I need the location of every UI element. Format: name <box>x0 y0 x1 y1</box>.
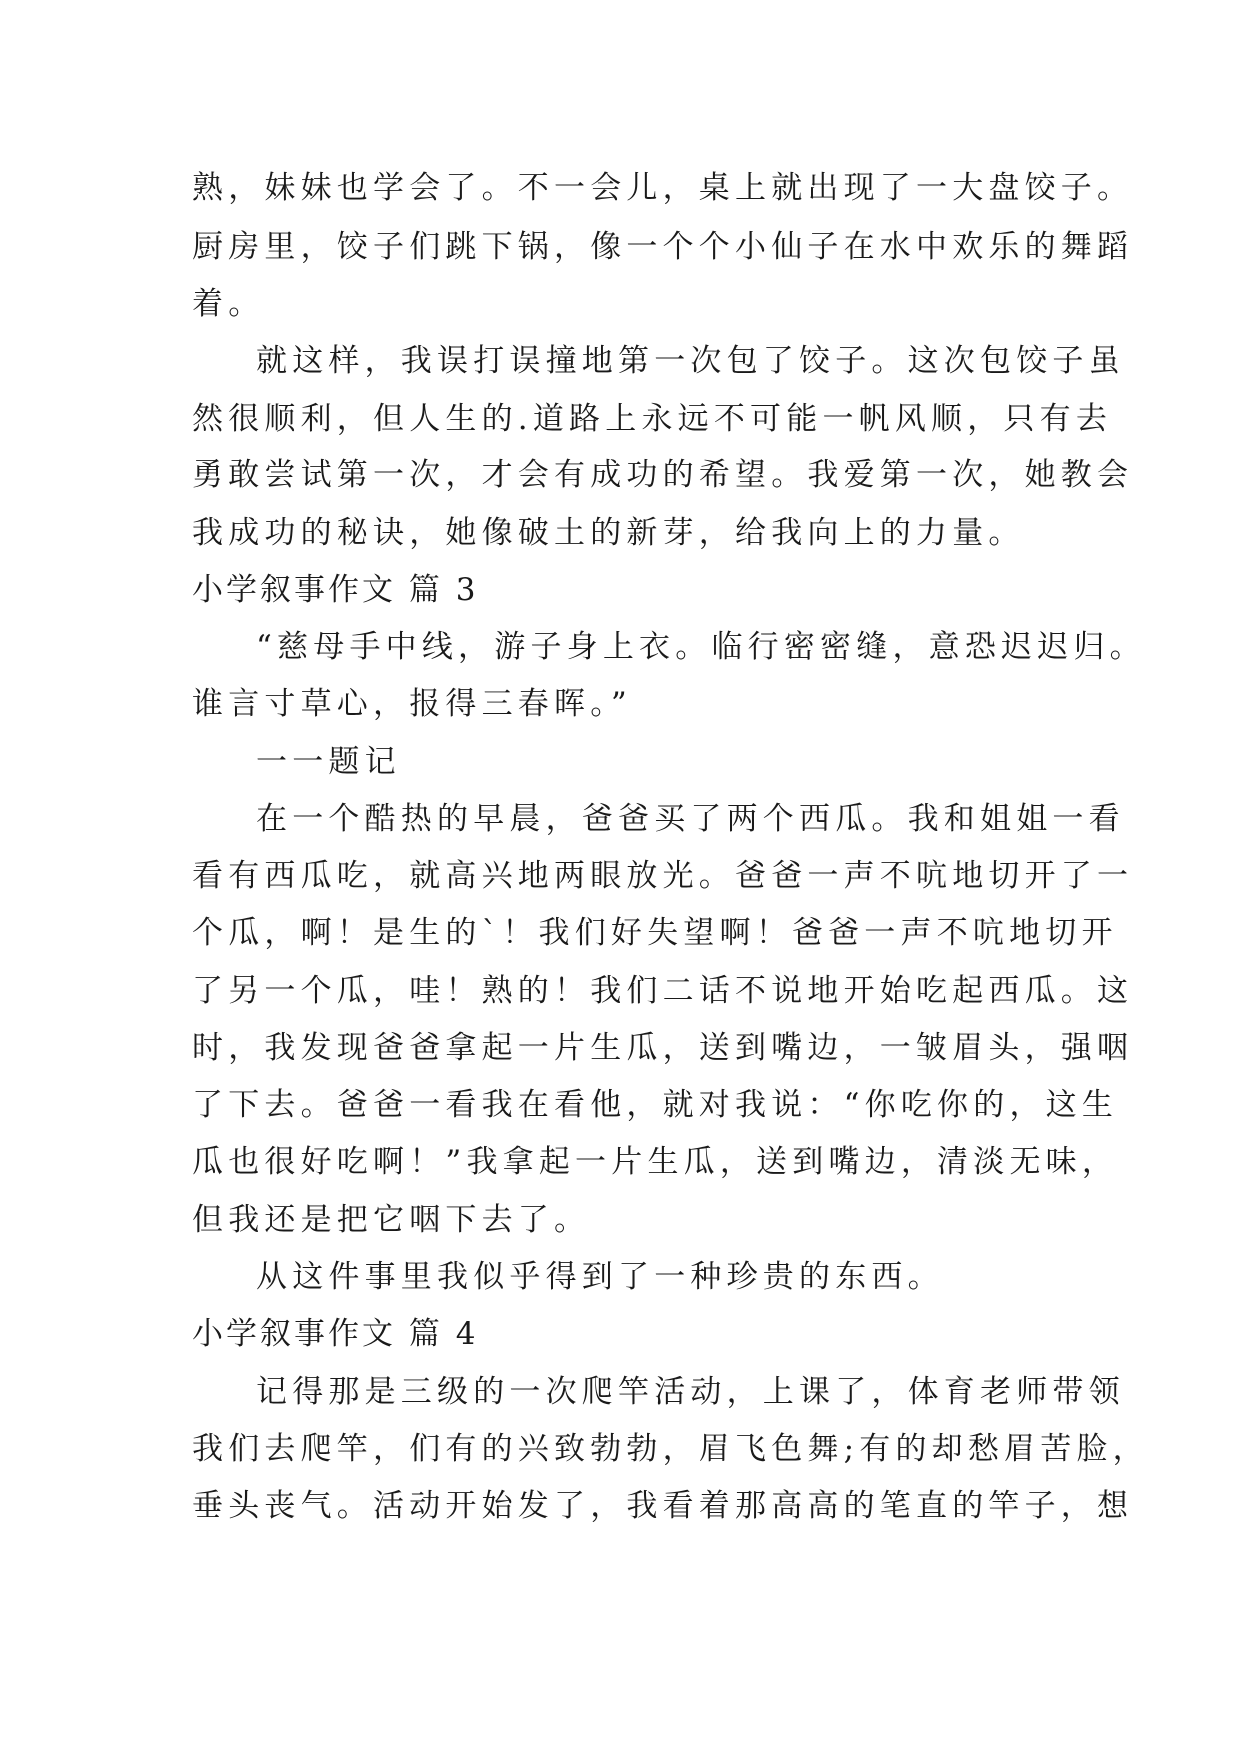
text-line: 但我还是把它咽下去了。 <box>192 1202 591 1238</box>
paragraph-start-line: 从这件事里我似乎得到了一种珍贵的东西。 <box>256 1259 944 1295</box>
section-heading-4: 小学叙事作文 篇 4 <box>192 1316 479 1352</box>
paragraph-start-line: 记得那是三级的一次爬竿活动，上课了，体育老师带领 <box>256 1374 1125 1410</box>
text-line: 垂头丧气。活动开始发了，我看着那高高的笔直的竿子，想 <box>192 1488 1134 1524</box>
text-line: 勇敢尝试第一次，才会有成功的希望。我爱第一次，她教会 <box>192 457 1134 493</box>
section-heading-3: 小学叙事作文 篇 3 <box>192 572 479 608</box>
text-line: 我成功的秘诀，她像破土的新芽，给我向上的力量。 <box>192 515 1025 551</box>
text-line: 然很顺利，但人生的.道路上永远不可能一帆风顺，只有去 <box>192 401 1113 437</box>
text-line: 个瓜，啊！是生的`！我们好失望啊！爸爸一声不吭地切开 <box>192 915 1118 951</box>
text-line: 我们去爬竿，们有的兴致勃勃，眉飞色舞;有的却愁眉苦脸， <box>192 1431 1149 1467</box>
text-line: 瓜也很好吃啊！”我拿起一片生瓜，送到嘴边，清淡无味， <box>192 1144 1119 1180</box>
paragraph-start-line: 在一个酷热的早晨，爸爸买了两个西瓜。我和姐姐一看 <box>256 801 1125 837</box>
poem-line: 谁言寸草心，报得三春晖。” <box>192 686 632 722</box>
text-line: 了另一个瓜，哇！熟的！我们二话不说地开始吃起西瓜。这 <box>192 973 1134 1009</box>
text-line: 厨房里，饺子们跳下锅，像一个个小仙子在水中欢乐的舞蹈 <box>192 229 1134 265</box>
poem-line: “慈母手中线，游子身上衣。临行密密缝，意恐迟迟归。 <box>256 629 1146 665</box>
text-line: 熟，妹妹也学会了。不一会儿，桌上就出现了一大盘饺子。 <box>192 170 1134 206</box>
paragraph-start-line: 就这样，我误打误撞地第一次包了饺子。这次包饺子虽 <box>256 343 1125 379</box>
text-line: 时，我发现爸爸拿起一片生瓜，送到嘴边，一皱眉头，强咽 <box>192 1030 1134 1066</box>
text-line: 了下去。爸爸一看我在看他，就对我说：“你吃你的，这生 <box>192 1087 1119 1123</box>
text-line: 看有西瓜吃，就高兴地两眼放光。爸爸一声不吭地切开了一 <box>192 858 1134 894</box>
text-line: 着。 <box>192 286 265 322</box>
epigraph-attribution: 一一题记 <box>256 744 401 780</box>
